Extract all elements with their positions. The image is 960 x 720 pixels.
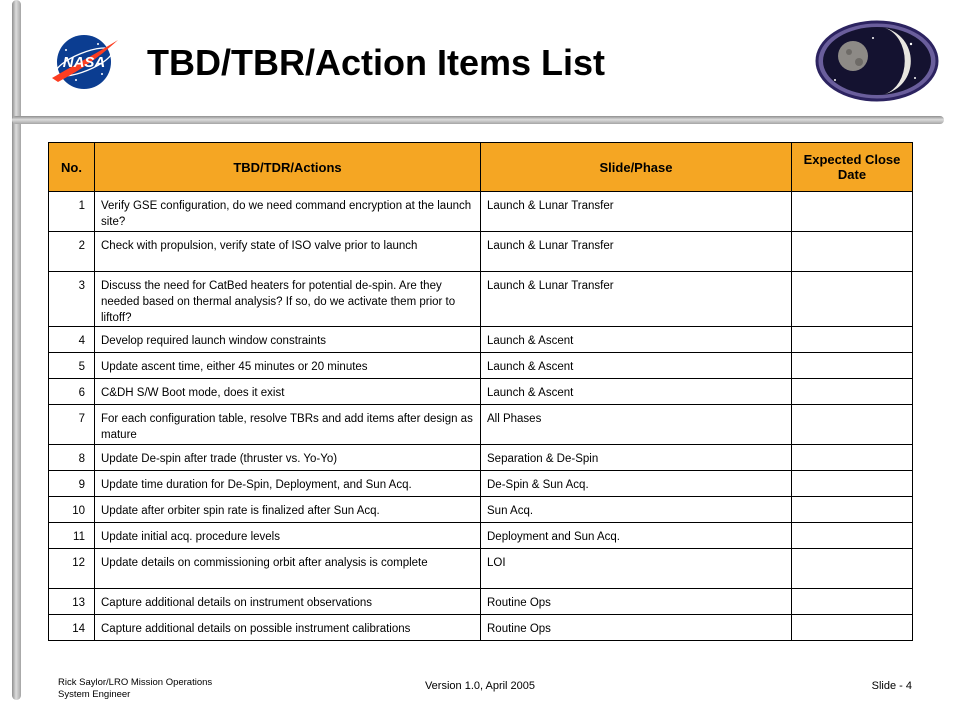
cell-action: Update De-spin after trade (thruster vs. Yo-Yo) <box>95 445 481 471</box>
cell-no: 9 <box>49 471 95 497</box>
cell-close-date <box>792 272 913 327</box>
cell-no: 12 <box>49 549 95 589</box>
cell-action: Verify GSE configuration, do we need command encryption at the launch site? <box>95 192 481 232</box>
cell-phase: Routine Ops <box>481 615 792 641</box>
cell-action: Update after orbiter spin rate is finalized after Sun Acq. <box>95 497 481 523</box>
cell-phase: Separation & De-Spin <box>481 445 792 471</box>
table-row <box>49 549 913 589</box>
header-phase: Slide/Phase <box>481 143 792 192</box>
table-row <box>49 272 913 327</box>
cell-close-date <box>792 471 913 497</box>
cell-action: Check with propulsion, verify state of ISO valve prior to launch <box>95 232 481 272</box>
nasa-logo-icon <box>46 30 122 94</box>
table-row <box>49 615 913 641</box>
cell-action: Discuss the need for CatBed heaters for potential de-spin. Are they needed based on thermal analysis? If so, do we activate them prior to liftoff? <box>95 272 481 327</box>
table-row <box>49 232 913 272</box>
cell-phase: Launch & Lunar Transfer <box>481 272 792 327</box>
cell-close-date <box>792 445 913 471</box>
cell-close-date <box>792 405 913 445</box>
cell-action: Capture additional details on instrument observations <box>95 589 481 615</box>
cell-no: 13 <box>49 589 95 615</box>
cell-action: Update ascent time, either 45 minutes or 20 minutes <box>95 353 481 379</box>
table-row <box>49 471 913 497</box>
cell-phase: Sun Acq. <box>481 497 792 523</box>
frame-left-bar <box>12 0 21 700</box>
cell-close-date <box>792 232 913 272</box>
cell-action: Capture additional details on possible instrument calibrations <box>95 615 481 641</box>
cell-no: 11 <box>49 523 95 549</box>
cell-close-date <box>792 589 913 615</box>
cell-no: 7 <box>49 405 95 445</box>
page-title: TBD/TBR/Action Items List <box>147 42 606 83</box>
cell-phase: Launch & Ascent <box>481 379 792 405</box>
cell-close-date <box>792 497 913 523</box>
cell-close-date <box>792 549 913 589</box>
cell-close-date <box>792 379 913 405</box>
header-actions: TBD/TDR/Actions <box>95 143 481 192</box>
cell-phase: Deployment and Sun Acq. <box>481 523 792 549</box>
header-close-date: Expected Close Date <box>792 143 913 192</box>
cell-no: 10 <box>49 497 95 523</box>
cell-action: Update initial acq. procedure levels <box>95 523 481 549</box>
table-row <box>49 353 913 379</box>
table-header-row <box>49 143 913 192</box>
action-items-table <box>48 142 913 641</box>
cell-no: 2 <box>49 232 95 272</box>
nasa-logo-text: NASA <box>62 54 106 71</box>
cell-no: 4 <box>49 327 95 353</box>
cell-close-date <box>792 615 913 641</box>
cell-phase: Launch & Ascent <box>481 327 792 353</box>
cell-phase: Routine Ops <box>481 589 792 615</box>
cell-action: C&DH S/W Boot mode, does it exist <box>95 379 481 405</box>
table-row <box>49 192 913 232</box>
cell-close-date <box>792 192 913 232</box>
cell-phase: All Phases <box>481 405 792 445</box>
cell-phase: Launch & Ascent <box>481 353 792 379</box>
cell-no: 1 <box>49 192 95 232</box>
table-row <box>49 523 913 549</box>
header-no: No. <box>49 143 95 192</box>
table-row <box>49 327 913 353</box>
cell-action: Develop required launch window constraints <box>95 327 481 353</box>
footer-version: Version 1.0, April 2005 <box>424 680 536 692</box>
cell-action: For each configuration table, resolve TBRs and add items after design as mature <box>95 405 481 445</box>
table-row <box>49 445 913 471</box>
footer-author-line1: Rick Saylor/LRO Mission Operations <box>58 677 213 688</box>
table-row <box>49 589 913 615</box>
cell-no: 14 <box>49 615 95 641</box>
table-row <box>49 405 913 445</box>
cell-no: 3 <box>49 272 95 327</box>
mission-logo-icon <box>815 20 939 102</box>
cell-close-date <box>792 523 913 549</box>
cell-close-date <box>792 327 913 353</box>
footer-author-line2: System Engineer <box>58 689 131 700</box>
cell-close-date <box>792 353 913 379</box>
cell-phase: LOI <box>481 549 792 589</box>
cell-phase: Launch & Lunar Transfer <box>481 232 792 272</box>
cell-phase: De-Spin & Sun Acq. <box>481 471 792 497</box>
cell-action: Update time duration for De-Spin, Deployment, and Sun Acq. <box>95 471 481 497</box>
cell-phase: Launch & Lunar Transfer <box>481 192 792 232</box>
cell-no: 5 <box>49 353 95 379</box>
footer-slide-number: Slide - 4 <box>871 680 912 692</box>
frame-top-bar <box>12 116 944 124</box>
cell-no: 8 <box>49 445 95 471</box>
cell-no: 6 <box>49 379 95 405</box>
cell-action: Update details on commissioning orbit after analysis is complete <box>95 549 481 589</box>
table-row <box>49 497 913 523</box>
table-row <box>49 379 913 405</box>
